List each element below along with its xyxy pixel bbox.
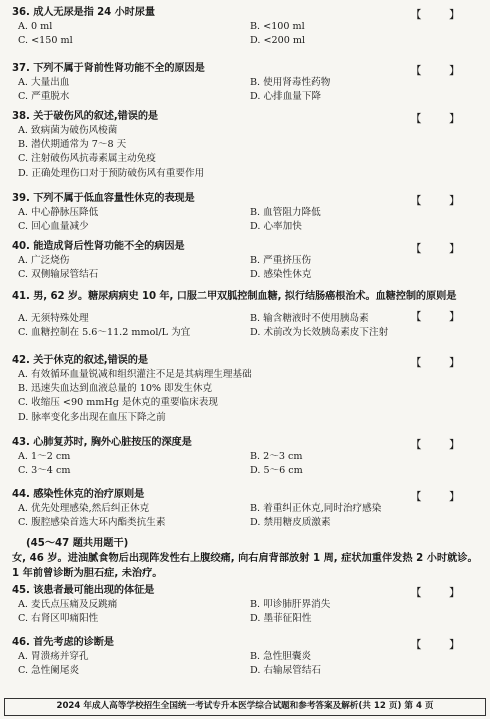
option-c: C. 血糖控制在 5.6～11.2 mmol/L 为宜 (18, 327, 191, 339)
option-b: B. 叩诊肺肝界消失 (250, 599, 331, 610)
option-a: A. 大量出血 (18, 77, 70, 88)
option-c: C. 右肾区叩痛阳性 (18, 613, 99, 625)
option-c: C. 腹腔感染首选大环内酯类抗生素 (18, 517, 166, 529)
option-d: D. 脉率变化多出现在血压下降之前 (18, 411, 166, 423)
option-b: B. 着重纠正休克,同时治疗感染 (250, 503, 382, 514)
question-stem: 36. 成人无尿是指 24 小时尿量 (12, 7, 155, 18)
option-b: B. <100 ml (250, 21, 305, 32)
question-46 (12, 636, 482, 678)
question-stem: 40. 能造成肾后性肾功能不全的病因是 (12, 241, 185, 252)
option-c: C. 收缩压 <90 mmHg 是休克的重要临床表现 (18, 397, 218, 409)
question-38 (12, 110, 482, 181)
option-b: B. 迅速失血达到血液总量的 10% 即发生休克 (18, 383, 213, 395)
option-c: C. <150 ml (18, 35, 73, 47)
option-c: C. 双侧输尿管结石 (18, 269, 99, 281)
option-a: A. 中心静脉压降低 (18, 207, 99, 218)
answer-bracket: 【 】 (410, 438, 472, 451)
case-header: (45～47 题共用题干) (26, 538, 129, 549)
question-stem: 42. 关于休克的叙述,错误的是 (12, 355, 148, 366)
question-stem: 38. 关于破伤风的叙述,错误的是 (12, 111, 159, 122)
option-c: C. 回心血量减少 (18, 221, 89, 233)
question-stem: 46. 首先考虑的诊断是 (12, 637, 114, 648)
question-39 (12, 192, 482, 234)
option-a: A. 胃溃疡并穿孔 (18, 651, 89, 662)
answer-bracket: 【 】 (410, 194, 472, 207)
option-a: A. 0 ml (18, 21, 53, 32)
option-d: D. 正确处理伤口对于预防破伤风有重要作用 (18, 167, 205, 179)
option-d: D. 心率加快 (250, 221, 302, 233)
option-a: A. 致病菌为破伤风梭菌 (18, 125, 118, 136)
option-b: B. 使用肾毒性药物 (250, 77, 331, 88)
option-b: B. 2～3 cm (250, 451, 303, 462)
option-c: C. 急性阑尾炎 (18, 665, 80, 677)
answer-bracket: 【 】 (410, 586, 472, 599)
question-42 (12, 354, 482, 425)
option-b: B. 急性胆囊炎 (250, 651, 312, 662)
option-a: A. 有效循环血量锐减和组织灌注不足是其病理生理基础 (18, 369, 252, 380)
option-a: A. 麦氏点压痛及反跳痛 (18, 599, 118, 610)
answer-bracket: 【 】 (410, 112, 472, 125)
question-stem: 43. 心肺复苏时, 胸外心脏按压的深度是 (12, 437, 192, 448)
option-d: D. <200 ml (250, 35, 306, 47)
page-footer: 2024 年成人高等学校招生全国统一考试专升本医学综合试题和参考答案及解析(共 12 页) 第 4 页 (4, 698, 486, 716)
question-45 (12, 584, 482, 626)
question-36 (12, 6, 482, 48)
option-d: D. 墨菲征阳性 (250, 613, 312, 625)
option-b: B. 输含糖液时不使用胰岛素 (250, 313, 369, 324)
option-a: A. 优先处理感染,然后纠正休克 (18, 503, 150, 514)
question-44 (12, 488, 482, 530)
question-stem: 37. 下列不属于肾前性肾功能不全的原因是 (12, 63, 205, 74)
question-stem: 39. 下列不属于低血容量性休克的表现是 (12, 193, 195, 204)
option-d: D. 右输尿管结石 (250, 665, 322, 677)
case-text: 女, 46 岁。进油腻食物后出现阵发性右上腹绞痛, 向右肩背部放射 1 周, 症状加重伴发热 2 小时就诊。1 年前曾诊断为胆石症, 未治疗。 (12, 553, 478, 579)
answer-bracket: 【 】 (410, 64, 472, 77)
answer-bracket: 【 】 (410, 490, 472, 503)
question-stem: 44. 感染性休克的治疗原则是 (12, 489, 145, 500)
option-a: A. 广泛烧伤 (18, 255, 70, 266)
option-d: D. 术前改为长效胰岛素皮下注射 (250, 327, 389, 339)
option-d: D. 感染性休克 (250, 269, 312, 281)
answer-bracket: 【 】 (410, 356, 472, 369)
option-b: B. 血管阻力降低 (250, 207, 321, 218)
question-40 (12, 240, 482, 282)
option-d: D. 心排血量下降 (250, 91, 322, 103)
option-d: D. 禁用糖皮质激素 (250, 517, 331, 529)
option-c: C. 3～4 cm (18, 465, 71, 477)
answer-bracket: 【 】 (410, 242, 472, 255)
option-a: A. 1～2 cm (18, 451, 71, 462)
question-43 (12, 436, 482, 478)
question-41 (12, 290, 482, 340)
option-b: B. 潜伏期通常为 7～8 天 (18, 139, 127, 151)
answer-bracket: 【 】 (410, 8, 472, 21)
answer-bracket: 【 】 (410, 638, 472, 651)
option-b: B. 严重挤压伤 (250, 255, 312, 266)
question-stem: 41. 男, 62 岁。糖尿病病史 10 年, 口服二甲双胍控制血糖, 拟行结肠癌根治术。血糖控制的原则是 (12, 291, 457, 302)
shared-case-block (12, 536, 482, 581)
question-stem: 45. 该患者最可能出现的体征是 (12, 585, 155, 596)
option-c: C. 严重脱水 (18, 91, 70, 103)
option-c: C. 注射破伤风抗毒素属主动免疫 (18, 153, 156, 165)
option-a: A. 无须特殊处理 (18, 313, 89, 324)
question-37 (12, 62, 482, 104)
option-d: D. 5～6 cm (250, 465, 303, 477)
answer-bracket: 【 】 (410, 310, 472, 323)
